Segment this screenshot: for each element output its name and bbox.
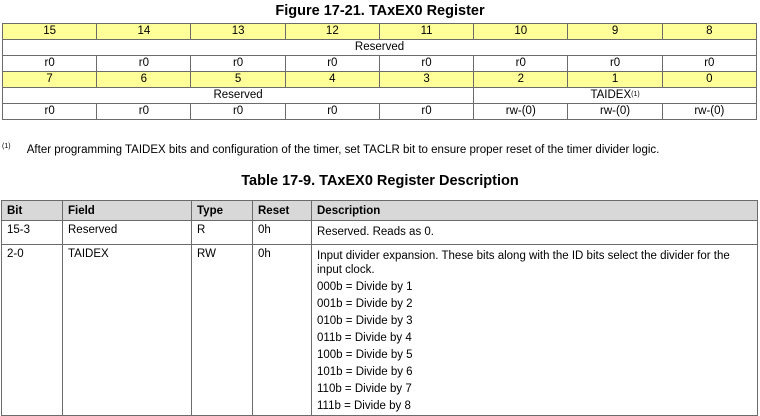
bit-number: 4 [285, 72, 379, 88]
description-text: Reserved. Reads as 0. [317, 226, 434, 238]
bit-number: 6 [97, 72, 191, 88]
cell-reset: 0h [253, 221, 312, 245]
divider-option: 101b = Divide by 6 [317, 366, 413, 378]
footnote [2, 144, 659, 156]
access-type: rw-(0) [568, 104, 662, 120]
bit-number: 7 [3, 72, 97, 88]
table-row [2, 221, 758, 245]
taidex-field [474, 88, 757, 104]
divider-option: 010b = Divide by 3 [317, 315, 413, 327]
access-type: r0 [379, 104, 473, 120]
cell-bit: 15-3 [2, 221, 63, 245]
divider-option: 011b = Divide by 4 [317, 332, 412, 344]
header-description: Description [312, 201, 758, 221]
lower-access-row [3, 104, 757, 120]
table-title: Table 17-9. TAxEX0 Register Description [241, 173, 519, 189]
divider-option: 100b = Divide by 5 [317, 349, 413, 361]
cell-reset: 0h [253, 245, 312, 416]
bit-number: 10 [474, 24, 568, 40]
bit-number: 14 [97, 24, 191, 40]
access-type: r0 [379, 56, 473, 72]
reserved-field: Reserved [3, 88, 474, 104]
divider-option: 111b = Divide by 8 [317, 400, 411, 412]
access-type: r0 [3, 56, 97, 72]
bit-number: 15 [3, 24, 97, 40]
header-bit: Bit [2, 201, 63, 221]
divider-option: 110b = Divide by 7 [317, 383, 412, 395]
bit-number: 11 [379, 24, 473, 40]
cell-type: RW [192, 245, 253, 416]
divider-option: 000b = Divide by 1 [317, 281, 413, 293]
divider-option: 001b = Divide by 2 [317, 298, 413, 310]
bit-number: 3 [379, 72, 473, 88]
header-type: Type [192, 201, 253, 221]
register-diagram [2, 23, 757, 120]
access-type: rw-(0) [474, 104, 568, 120]
register-description-table [1, 200, 758, 416]
footnote-marker: (1) [2, 143, 11, 150]
footnote-text: After programming TAIDEX bits and configuration of the timer, set TACLR bit to ensure proper reset of the timer divider logic. [26, 144, 660, 156]
cell-field: Reserved [63, 221, 192, 245]
upper-bit-numbers-row [3, 24, 757, 40]
cell-description [312, 221, 758, 245]
bit-number: 12 [285, 24, 379, 40]
access-type: r0 [285, 56, 379, 72]
access-type: r0 [191, 56, 285, 72]
access-type: rw-(0) [662, 104, 756, 120]
header-reset: Reset [253, 201, 312, 221]
access-type: r0 [97, 56, 191, 72]
bit-number: 5 [191, 72, 285, 88]
upper-access-row [3, 56, 757, 72]
access-type: r0 [474, 56, 568, 72]
bit-number: 1 [568, 72, 662, 88]
description-text: Input divider expansion. These bits along with the ID bits select the divider for the input clock. [317, 250, 730, 276]
lower-bit-numbers-row [3, 72, 757, 88]
footnote-ref: (1) [631, 91, 640, 98]
upper-field-row [3, 40, 757, 56]
bit-number: 2 [474, 72, 568, 88]
cell-bit: 2-0 [2, 245, 63, 416]
header-field: Field [63, 201, 192, 221]
bit-number: 0 [662, 72, 756, 88]
access-type: r0 [285, 104, 379, 120]
bit-number: 13 [191, 24, 285, 40]
table-row [2, 245, 758, 416]
access-type: r0 [662, 56, 756, 72]
access-type: r0 [3, 104, 97, 120]
table-header-row [2, 201, 758, 221]
lower-field-row [3, 88, 757, 104]
bit-number: 9 [568, 24, 662, 40]
access-type: r0 [568, 56, 662, 72]
cell-description [312, 245, 758, 416]
figure-title: Figure 17-21. TAxEX0 Register [275, 3, 485, 19]
access-type: r0 [191, 104, 285, 120]
access-type: r0 [97, 104, 191, 120]
bit-number: 8 [662, 24, 756, 40]
cell-field: TAIDEX [63, 245, 192, 416]
taidex-field-label: TAIDEX [590, 89, 632, 101]
cell-type: R [192, 221, 253, 245]
reserved-field: Reserved [3, 40, 757, 56]
